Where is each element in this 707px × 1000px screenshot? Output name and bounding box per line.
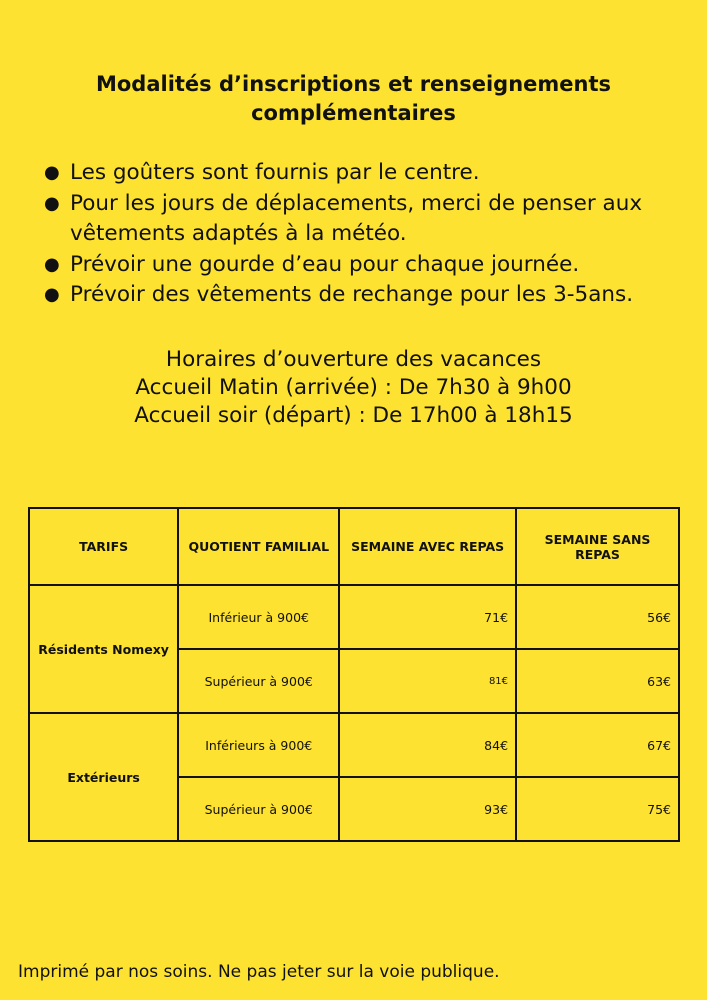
price-without-meal: 56€ xyxy=(516,585,679,649)
bullet-dot-icon: ● xyxy=(44,192,60,214)
info-bullet-list xyxy=(44,158,684,311)
header-quotient-familial: QUOTIENT FAMILIAL xyxy=(178,508,339,585)
table-header-row xyxy=(29,508,679,585)
quotient-cell: Inférieur à 900€ xyxy=(178,585,339,649)
group-label-residents: Résidents Nomexy xyxy=(29,585,178,713)
page-title xyxy=(40,70,667,128)
header-tarifs: TARIFS xyxy=(29,508,178,585)
page-title-line-1: Modalités d’inscriptions et renseignements xyxy=(95,72,612,96)
hours-morning: Accueil Matin (arrivée) : De 7h30 à 9h00 xyxy=(135,375,572,400)
bullet-text: Prévoir des vêtements de rechange pour les 3-5ans. xyxy=(70,282,634,307)
bullet-item xyxy=(44,158,684,189)
price-without-meal: 63€ xyxy=(516,649,679,713)
price-with-meal: 93€ xyxy=(339,777,516,841)
bullet-dot-icon: ● xyxy=(44,162,60,183)
price-with-meal: 71€ xyxy=(339,585,516,649)
bullet-dot-icon: ● xyxy=(44,284,60,305)
quotient-cell: Supérieur à 900€ xyxy=(178,649,339,713)
bullet-text: Prévoir une gourde d’eau pour chaque journée. xyxy=(70,251,580,277)
group-label-exterieurs: Extérieurs xyxy=(29,713,178,841)
bullet-item xyxy=(44,250,684,281)
quotient-cell: Inférieurs à 900€ xyxy=(178,713,339,777)
bullet-item xyxy=(44,189,684,250)
bullet-dot-icon: ● xyxy=(44,253,60,275)
page-title-line-2: complémentaires xyxy=(251,101,456,125)
pricing-table xyxy=(28,507,680,842)
bullet-item xyxy=(44,280,684,311)
price-without-meal: 67€ xyxy=(516,713,679,777)
header-semaine-avec-repas: SEMAINE AVEC REPAS xyxy=(339,508,516,585)
bullet-text: Pour les jours de déplacements, merci de penser aux vêtements adaptés à la météo. xyxy=(70,190,643,246)
bullet-text: Les goûters sont fournis par le centre. xyxy=(70,160,480,185)
header-semaine-sans-repas: SEMAINE SANS REPAS xyxy=(516,508,679,585)
footer-notice: Imprimé par nos soins. Ne pas jeter sur la voie publique. xyxy=(18,962,500,982)
price-with-meal: 84€ xyxy=(339,713,516,777)
hours-heading: Horaires d’ouverture des vacances xyxy=(165,347,542,372)
quotient-cell: Supérieur à 900€ xyxy=(178,777,339,841)
price-with-meal: 81€ xyxy=(339,649,516,713)
opening-hours xyxy=(0,346,707,430)
table-row xyxy=(29,585,679,649)
hours-evening: Accueil soir (départ) : De 17h00 à 18h15 xyxy=(134,403,573,428)
table-row xyxy=(29,713,679,777)
price-without-meal: 75€ xyxy=(516,777,679,841)
